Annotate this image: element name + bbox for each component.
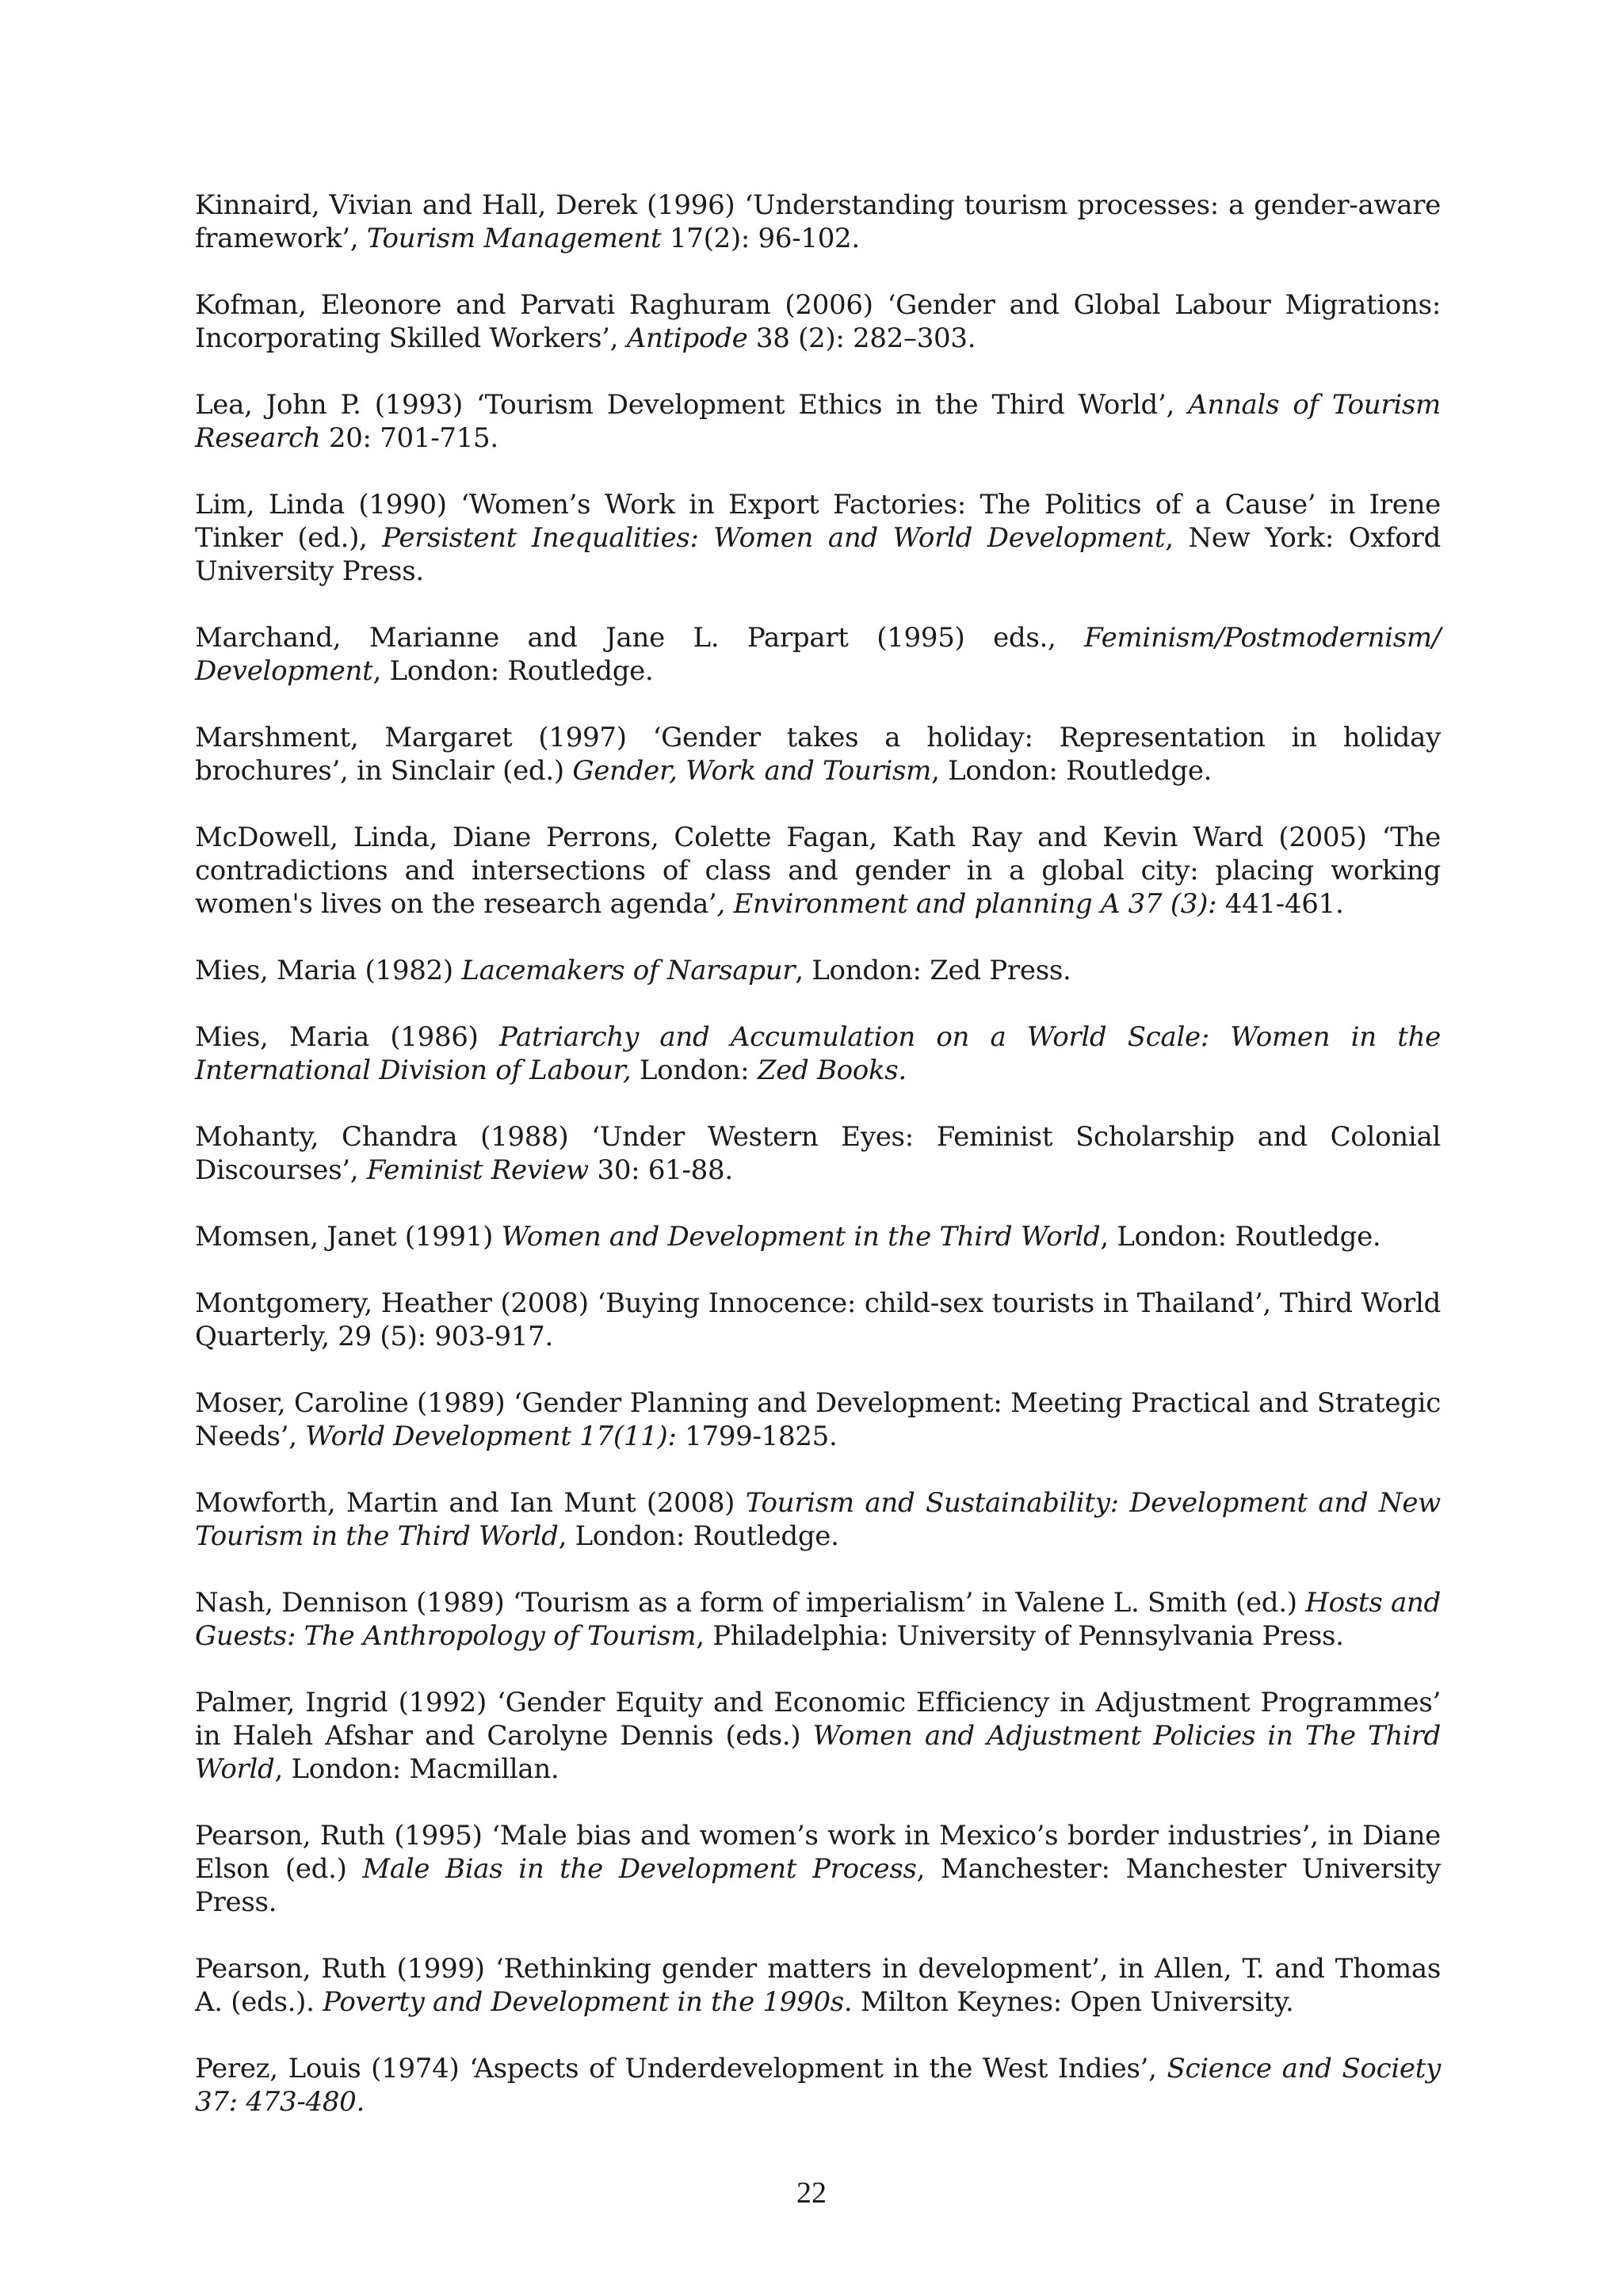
reference-title-italic: Feminist Review [366, 1154, 589, 1186]
reference-title-italic: Women and Development in the Third World [501, 1221, 1101, 1253]
reference-text: McDowell, Linda, Diane Perrons, Colette Fagan, Kath Ray and Kevin Ward (2005) ‘The contradictions and intersections of class and gender in a global city: placing working women's lives on the research agenda’ [195, 822, 1441, 920]
reference-entry [195, 1120, 1441, 1187]
reference-text: , London: Routledge. [372, 655, 654, 687]
reference-text: , London: Zed Press. [795, 955, 1071, 986]
reference-text: 441-461. [1216, 888, 1344, 920]
reference-entry [195, 288, 1441, 355]
reference-text: Perez, Louis (1974) ‘Aspects of Underdevelopment in the West Indies’, [195, 2053, 1167, 2084]
reference-list [195, 189, 1441, 2152]
reference-text: Pearson, Ruth (1999) ‘Rethinking gender matters in development’, in Allen, T. and Thomas A. (eds.). [195, 1953, 1441, 2018]
reference-title-italic: Tourism and Sustainability: Development and New Tourism in the Third World [195, 1487, 1441, 1552]
reference-entry [195, 721, 1441, 788]
reference-entry [195, 2052, 1441, 2119]
reference-title-italic: Lacemakers of Narsapur [461, 955, 796, 986]
reference-entry [195, 1952, 1441, 2019]
reference-entry [195, 1287, 1441, 1353]
reference-title-italic: Feminism/Postmodernism/ Development [195, 622, 1441, 687]
reference-text: , London: Routledge. [1100, 1221, 1381, 1253]
reference-title-italic: Tourism Management [366, 223, 662, 254]
reference-title-italic: Persistent Inequalities: Women and World Development [382, 522, 1166, 554]
reference-text: 1799-1825. [676, 1421, 838, 1452]
reference-title-italic: Annals of Tourism Research [195, 389, 1441, 454]
reference-title-italic: , Environment and planning A 37 (3): [716, 888, 1217, 920]
reference-text: Kofman, Eleonore and Parvati Raghuram (2006) ‘Gender and Global Labour Migrations: Incorporating Skilled Workers’, [195, 289, 1441, 354]
reference-title-italic: World Development 17(11): [305, 1421, 677, 1452]
reference-text: Mohanty, Chandra (1988) ‘Under Western Eyes: Feminist Scholarship and Colonial Discourses’, [195, 1121, 1441, 1186]
reference-entry [195, 1220, 1441, 1253]
reference-text: , London: Routledge. [558, 1520, 839, 1552]
reference-entry [195, 189, 1441, 255]
reference-text: , Manchester: Manchester University Press. [195, 1853, 1441, 1918]
reference-text: Mies, Maria (1982) [195, 955, 462, 986]
reference-text: Momsen, Janet (1991) [195, 1221, 502, 1253]
reference-entry [195, 1386, 1441, 1453]
reference-text: , London: Macmillan. [274, 1753, 559, 1785]
reference-text: Montgomery, Heather (2008) ‘Buying Innocence: child-sex tourists in Thailand’, Third World Quarterly, 29 (5): 903-917. [195, 1287, 1441, 1352]
reference-text: Kinnaird, Vivian and Hall, Derek (1996) ‘Understanding tourism processes: a gender-aware framework’, [195, 189, 1441, 254]
reference-title-italic: Gender, Work and Tourism [572, 755, 932, 787]
reference-title-italic: Women and Adjustment Policies in The Third World [195, 1720, 1441, 1785]
reference-text: 20: 701-715. [320, 422, 498, 454]
reference-text: Marchand, Marianne and Jane L. Parpart (1995) eds., [195, 622, 1085, 654]
reference-entry [195, 1819, 1441, 1919]
reference-text: London: [631, 1055, 758, 1086]
reference-entry [195, 954, 1441, 987]
reference-entry [195, 1686, 1441, 1786]
page-number: 22 [796, 2176, 827, 2210]
reference-text: Moser, Caroline (1989) ‘Gender Planning and Development: Meeting Practical and Strategic Needs’, [195, 1387, 1441, 1452]
reference-title-italic: Poverty and Development in the 1990s [323, 1986, 844, 2018]
reference-title-italic: Hosts and Guests: The Anthropology of Tourism [195, 1587, 1441, 1652]
reference-text: . Milton Keynes: Open University. [843, 1986, 1294, 2018]
reference-text: Palmer, Ingrid (1992) ‘Gender Equity and Economic Efficiency in Adjustment Programmes’ in Haleh Afshar and Carolyne Dennis (eds.) [195, 1687, 1441, 1752]
reference-text: Pearson, Ruth (1995) ‘Male bias and women’s work in Mexico’s border industries’, in Diane Elson (ed.) [195, 1820, 1441, 1885]
reference-entry [195, 821, 1441, 921]
reference-title-italic: Male Bias in the Development Process [362, 1853, 917, 1885]
reference-text: Nash, Dennison (1989) ‘Tourism as a form of imperialism’ in Valene L. Smith (ed.) [195, 1587, 1306, 1619]
reference-text: 38 (2): 282–303. [747, 322, 976, 354]
reference-title-italic: Science and Society 37: 473-480. [195, 2053, 1441, 2118]
reference-entry [195, 1020, 1441, 1087]
reference-text: 30: 61-88. [588, 1154, 733, 1186]
reference-text: Lim, Linda (1990) ‘Women’s Work in Export Factories: The Politics of a Cause’ in Irene Tinker (ed.), [195, 489, 1441, 554]
reference-entry [195, 1586, 1441, 1653]
reference-title-italic: Zed Books. [757, 1055, 907, 1086]
reference-entry [195, 488, 1441, 588]
reference-text: 17(2): 96-102. [661, 223, 860, 254]
reference-text: , New York: Oxford University Press. [195, 522, 1442, 587]
reference-entry [195, 621, 1441, 688]
reference-text: Mies, Maria (1986) [195, 1021, 499, 1053]
reference-text: Marshment, Margaret (1997) ‘Gender takes a holiday: Representation in holiday brochures’, in Sinclair (ed.) [195, 722, 1441, 787]
reference-text: Mowforth, Martin and Ian Munt (2008) [195, 1487, 746, 1519]
reference-text: , London: Routledge. [931, 755, 1212, 787]
reference-entry [195, 388, 1441, 455]
reference-title-italic: Antipode [626, 322, 748, 354]
reference-entry [195, 1486, 1441, 1553]
reference-title-italic: Patriarchy and Accumulation on a World Scale: Women in the International Division of Labour, [195, 1021, 1441, 1086]
reference-text: Lea, John P. (1993) ‘Tourism Development Ethics in the Third World’, [195, 389, 1189, 421]
reference-text: , Philadelphia: University of Pennsylvania Press. [696, 1620, 1344, 1652]
